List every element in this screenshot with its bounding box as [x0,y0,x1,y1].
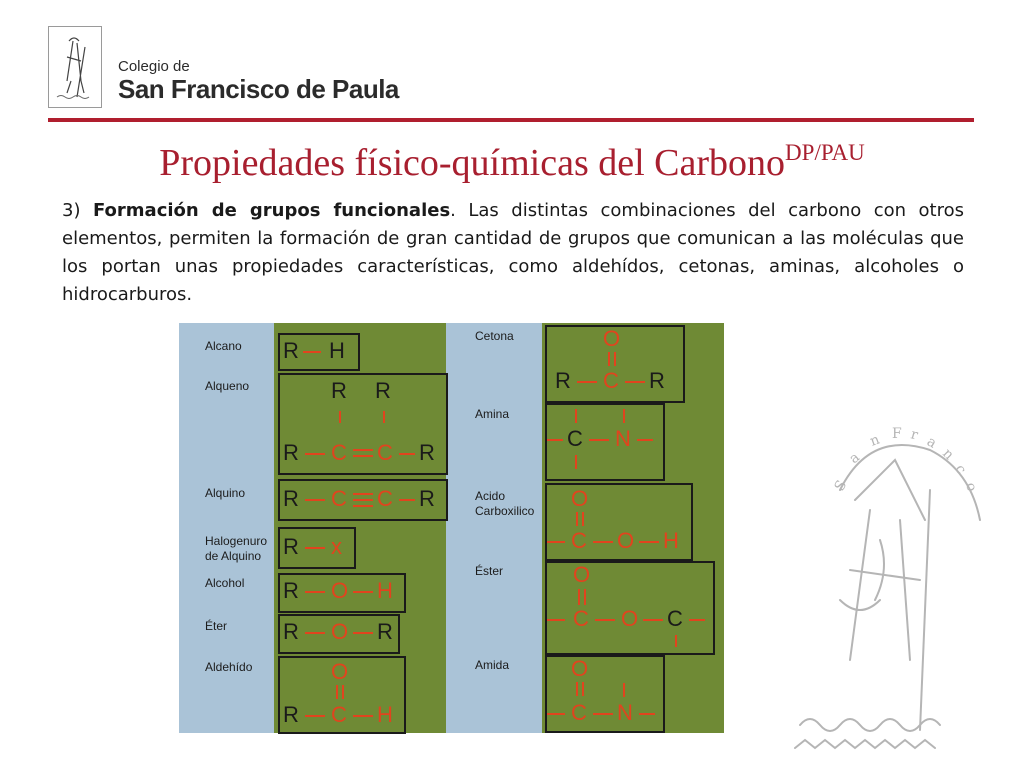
bond [593,541,613,543]
bond [383,411,385,423]
school-name-line1: Colegio de [118,58,190,75]
school-name-line2: San Francisco de Paula [118,74,399,104]
atom-o: O [621,606,639,631]
para-text: . Las distintas combinaciones del carbono con otros elementos, permiten la formación de gran cantidad de grupos que comunican a las moléculas que los portan unas propiedades características, como aldehídos, cetonas, aminas, alcoholes o hidrocarburos. [62,200,965,305]
bond [625,381,645,383]
atom-c: C [567,426,583,451]
bond [399,499,415,501]
double-bond [582,512,584,526]
bond [643,619,663,621]
group-label-alcohol: Alcohol [205,576,245,590]
atom-r: R [649,368,665,393]
svg-text:F: F [892,426,902,442]
group-label-eter: Éter [205,619,228,633]
bond [675,635,677,647]
bond [339,411,341,423]
svg-text:a: a [924,433,940,452]
atom-r: R [283,440,299,465]
atom-r: R [419,440,435,465]
atom-c: C [377,440,393,465]
bond [353,632,373,634]
atom-r: R [377,619,393,644]
atom-r: R [331,378,347,403]
bond [353,591,373,593]
bond [305,453,325,455]
bond [575,455,577,469]
para-number: 3) [62,200,81,221]
group-label-amida: Amida [475,658,510,672]
atom-o: O [603,326,621,351]
double-bond [584,589,586,605]
atom-h: H [329,338,345,363]
school-name [118,58,399,103]
group-label-acido: Acido Carboxilico [475,489,535,518]
bond [547,713,565,715]
group-label-halogenuro: Halogenuro de Alquino [205,534,268,563]
bond [639,541,659,543]
atom-r: R [283,534,299,559]
atom-c: C [573,606,589,631]
atom-h: H [663,528,679,553]
triple-bond [353,505,373,507]
svg-text:r: r [908,426,920,444]
double-bond [608,352,610,366]
saint-figure-icon [49,27,101,107]
svg-text:c: c [951,462,970,477]
double-bond [353,449,373,451]
amina-box [545,403,665,481]
bond [305,715,325,717]
svg-text:n: n [939,445,957,464]
atom-o: O [331,659,349,684]
group-label-amina: Amina [475,407,510,421]
double-bond [582,682,584,696]
atom-c: C [331,486,347,511]
atom-r: R [283,619,299,644]
atom-c: C [377,486,393,511]
header-divider [48,118,974,122]
atom-c: C [603,368,619,393]
bond [547,619,565,621]
svg-text:o: o [962,480,980,494]
bond [305,499,325,501]
atom-c: C [331,440,347,465]
bond [623,409,625,423]
atom-h: H [377,702,393,727]
atom-c: C [571,528,587,553]
atom-o: O [571,486,589,511]
atom-o: O [331,578,349,603]
svg-text:n: n [867,431,882,450]
group-label-aldehido: Aldehído [205,660,253,674]
bond [575,409,577,423]
atom-n: N [617,700,633,725]
double-bond [342,685,344,699]
body-paragraph [62,197,964,309]
atom-c: C [331,702,347,727]
atom-r: R [555,368,571,393]
bond [353,715,373,717]
group-label-alqueno: Alqueno [205,379,250,393]
functional-groups-figure [179,323,724,733]
double-bond [576,682,578,696]
double-bond [576,512,578,526]
atom-x: x [331,534,342,559]
bond [547,541,565,543]
double-bond [353,455,373,457]
atom-n: N [615,426,631,451]
atom-c: C [571,700,587,725]
svg-text:a: a [846,449,863,468]
atom-r: R [419,486,435,511]
bond [623,683,625,697]
double-bond [336,685,338,699]
slide-title [0,131,1024,185]
group-label-ester: Éster [475,564,504,578]
bond [399,453,415,455]
bond [595,619,615,621]
atom-o: O [571,656,589,681]
saint-watermark-icon [780,400,990,760]
triple-bond [353,493,373,495]
bond [637,439,653,441]
bond [305,547,325,549]
svg-text:S: S [831,477,851,494]
atom-r: R [283,578,299,603]
atom-r: R [283,338,299,363]
atom-r: R [283,486,299,511]
atom-o: O [331,619,349,644]
group-label-cetona: Cetona [475,329,514,343]
atom-c: C [667,606,683,631]
atom-o: O [573,562,591,587]
group-label-alquino: Alquino [205,486,246,500]
bond [589,439,609,441]
triple-bond [353,499,373,501]
para-bold-term: Formación de grupos funcionales [92,200,451,221]
bond [305,591,325,593]
bond [303,351,321,353]
atom-h: H [377,578,393,603]
school-logo [48,26,102,108]
slide-title-superscript: DP/PAU [785,140,865,165]
bond [305,632,325,634]
bond [547,439,563,441]
double-bond [614,352,616,366]
group-label-alcano: Alcano [205,339,242,353]
atom-r: R [375,378,391,403]
amida-box [545,655,665,733]
bond [689,619,705,621]
atom-r: R [283,702,299,727]
double-bond [578,589,580,605]
bond [639,713,655,715]
slide-title-text: Propiedades físico-químicas del Carbono [159,142,786,184]
bond [593,713,613,715]
atom-o: O [617,528,635,553]
bond [577,381,597,383]
